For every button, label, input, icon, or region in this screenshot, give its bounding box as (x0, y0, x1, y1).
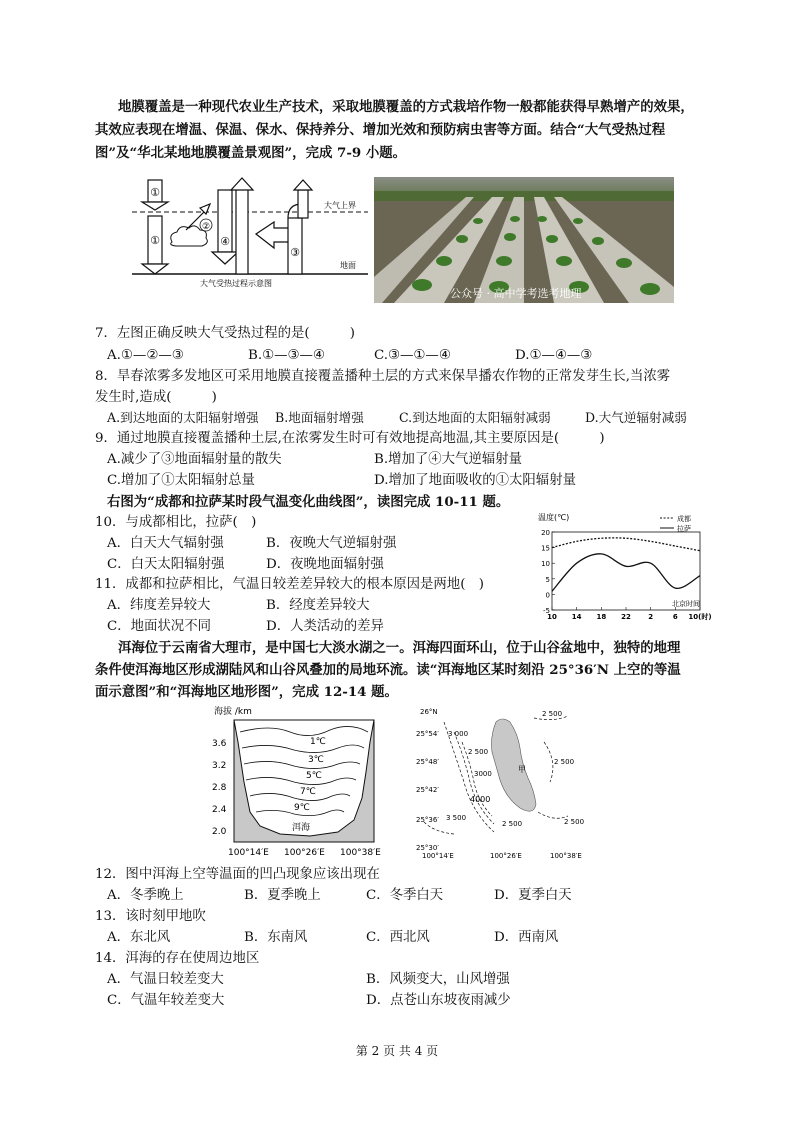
lon-label-0: 100°14′E (422, 852, 454, 860)
chart-legend-label: 拉萨 (677, 525, 691, 533)
q7-option-b[interactable]: B.①—③—④ (248, 348, 325, 363)
contour-label-8: 2 500 (502, 820, 523, 828)
q9-stem: 9．通过地膜直接覆盖播种土层,在浓雾发生时可有效地提高地温,其主要原因是( ) (95, 431, 605, 446)
cross-ytick-1: 3.2 (212, 761, 227, 771)
lon-label-1: 100°26′E (490, 852, 522, 860)
q12-option-b[interactable]: B．夏季晚上 (244, 888, 321, 903)
q12-stem: 12．图中洱海上空等温面的凹凸现象应该出现在 (95, 867, 380, 882)
cross-ytick-2: 2.8 (212, 783, 227, 793)
chart-xtick-label: 6 (672, 613, 678, 621)
q8-option-a[interactable]: A.到达地面的太阳辐射增强 (107, 410, 259, 425)
erhai-lake (492, 719, 537, 811)
label-atmosphere-top: 大气上界 (324, 201, 356, 210)
q9-option-d[interactable]: D.增加了地面吸收的①太阳辐射量 (374, 473, 576, 488)
q13-option-d[interactable]: D．西南风 (494, 930, 559, 945)
iso-label-9: 9℃ (294, 803, 310, 813)
chart-ytick-label: 5 (545, 575, 550, 584)
q12-option-c[interactable]: C．冬季白天 (366, 888, 444, 903)
q12-option-d[interactable]: D．夏季白天 (494, 888, 572, 903)
page-footer: 第 2 页 共 4 页 (355, 1044, 439, 1058)
q7-option-c[interactable]: C.③—①—④ (374, 348, 451, 363)
q14-option-d[interactable]: D．点苍山东坡夜雨减少 (366, 993, 511, 1008)
atmosphere-heating-diagram (128, 170, 372, 290)
chart-legend-label: 成都 (677, 515, 691, 523)
chart-xtick-label: 18 (596, 613, 607, 621)
intro3-line-3: 面示意图”和“洱海地区地形图”，完成 12-14 题。 (95, 684, 398, 700)
contour-label-1: 3 000 (448, 730, 469, 738)
cross-xtick-0: 100°14′E (228, 848, 269, 858)
q7-option-a[interactable]: A.①—②—③ (107, 348, 184, 363)
q10-option-a[interactable]: A．白天大气辐射强 (107, 536, 224, 551)
cross-xtick-1: 100°26′E (284, 848, 325, 858)
q8-stem-1: 8．旱春浓雾多发地区可采用地膜直接覆盖播种土层的方式来保旱播农作物的正常发芽生长,当浓雾 (95, 369, 671, 384)
cross-xtick-2: 100°38′E (340, 848, 381, 858)
chart-xtick-label: 14 (571, 613, 582, 621)
ground-radiation-arrow (294, 180, 312, 190)
q14-stem: 14．洱海的存在使周边地区 (95, 951, 260, 966)
mulch-field-photo (374, 177, 674, 303)
isotherm-cross-section (210, 702, 398, 862)
q14-option-c[interactable]: C．气温年较差变大 (107, 993, 225, 1008)
contour-label-7: 3000 (474, 770, 492, 778)
q8-stem-2: 发生时,造成( ) (95, 390, 217, 405)
lat-label-0: 26°N (420, 708, 438, 716)
lat-label-5: 25°30′ (416, 844, 439, 852)
chart-ytick-label: 15 (541, 544, 550, 553)
q7-option-d[interactable]: D.①—④—③ (515, 348, 593, 363)
chart-ytick-label: -5 (543, 607, 550, 615)
q8-option-c[interactable]: C.到达地面的太阳辐射减弱 (399, 410, 551, 425)
label-ground: 地面 (340, 261, 356, 270)
chart-series-line-1 (552, 554, 700, 591)
q13-option-b[interactable]: B．东南风 (244, 930, 308, 945)
lake-label: 洱海 (292, 823, 311, 833)
iso-label-3: 3℃ (308, 755, 324, 765)
contour-label-2: 2 500 (468, 748, 489, 756)
cross-ytick-3: 2.4 (212, 805, 227, 815)
q9-option-a[interactable]: A.减少了③地面辐射量的散失 (107, 452, 282, 467)
cross-ylabel: 海拔 /km (214, 707, 252, 717)
chart-ytick-label: 20 (541, 529, 550, 537)
label-num-1a: ① (150, 186, 160, 199)
chart-xtick-label: 2 (648, 613, 654, 621)
label-num-2: ② (201, 222, 211, 232)
contour-label-5: 2 500 (564, 818, 585, 826)
contour-label-3: 2 500 (554, 758, 575, 766)
iso-label-7: 7℃ (300, 787, 316, 797)
lat-label-3: 25°42′ (416, 786, 439, 794)
q14-option-b[interactable]: B．风频变大，山风增强 (366, 972, 510, 987)
q9-option-b[interactable]: B.增加了④大气逆辐射量 (374, 452, 523, 467)
q8-option-d[interactable]: D.大气逆辐射减弱 (585, 410, 687, 425)
contour-label-0: 2 500 (542, 710, 563, 718)
q12-option-a[interactable]: A．冬季晚上 (107, 888, 184, 903)
iso-label-5: 5℃ (306, 771, 322, 781)
q11-option-a[interactable]: A．纬度差异较大 (107, 598, 211, 613)
intro-line-1: 地膜覆盖是一种现代农业生产技术，采取地膜覆盖的方式栽培作物一般都能获得早熟增产的效果， (118, 99, 694, 115)
intro3-line-1: 洱海位于云南省大理市，是中国七大淡水湖之一。洱海四面环山，位于山谷盆地中，独特的地理 (118, 640, 681, 656)
chart-ytick-label: 0 (545, 591, 550, 600)
chart-xtick-label: 10(时) (688, 613, 712, 621)
contour-label-4: 3 500 (446, 814, 467, 822)
chart-xlabel: 北京时间 (672, 600, 700, 608)
label-num-3: ③ (290, 246, 300, 259)
q7-stem: 7．左图正确反映大气受热过程的是( ) (95, 326, 355, 341)
intro3-line-2: 条件使洱海地区形成湖陆风和山谷风叠加的局地环流。读“洱海地区某时刻沿 25°36′N 上空的等温 (95, 662, 681, 678)
temperature-chart (536, 510, 712, 628)
q10-stem: 10．与成都相比，拉萨( ) (95, 515, 257, 530)
q10-option-d[interactable]: D．夜晚地面辐射强 (266, 557, 384, 572)
lat-label-2: 25°48′ (416, 758, 439, 766)
q11-option-d[interactable]: D．人类活动的差异 (266, 619, 384, 634)
chart-ytick-label: 10 (541, 560, 550, 569)
solar-radiation-arrow (142, 264, 168, 274)
q11-option-c[interactable]: C．地面状况不同 (107, 619, 211, 634)
intro2: 右图为“成都和拉萨某时段气温变化曲线图”，读图完成 10-11 题。 (107, 494, 510, 510)
chart-xtick-label: 10 (547, 613, 557, 621)
label-num-1b: ① (150, 234, 160, 247)
q13-option-a[interactable]: A．东北风 (107, 930, 171, 945)
lat-label-4: 25°36′ (416, 816, 439, 824)
chart-xtick-label: 22 (621, 613, 631, 621)
cross-ytick-4: 2.0 (212, 827, 227, 837)
counter-radiation-arrow (212, 252, 238, 264)
lat-label-1: 25°54′ (416, 730, 439, 738)
q9-option-c[interactable]: C.增加了①太阳辐射总量 (107, 473, 255, 488)
photo-watermark: 公众号 · 高中学考选考地理 (450, 287, 582, 300)
chart-ylabel: 温度(℃) (538, 513, 570, 522)
intro-line-2: 其效应表现在增温、保温、保水、保持养分、增加光效和预防病虫害等方面。结合“大气受热过程 (95, 122, 666, 138)
intro-line-3: 图”及“华北某地地膜覆盖景观图”，完成 7-9 小题。 (95, 145, 407, 161)
erhai-terrain-map (404, 702, 596, 862)
q10-option-b[interactable]: B．夜晚大气逆辐射强 (266, 536, 397, 551)
q14-option-a[interactable]: A．气温日较差变大 (107, 972, 224, 987)
q13-option-c[interactable]: C．西北风 (366, 930, 430, 945)
contour-label-6: 4000 (470, 795, 491, 804)
q13-stem: 13．该时刻甲地吹 (95, 909, 206, 924)
place-jia: 甲 (518, 765, 526, 774)
label-num-4: ④ (220, 235, 230, 248)
chart-frame (552, 532, 700, 610)
diagram1-caption: 大气受热过程示意图 (200, 279, 272, 288)
iso-label-1: 1℃ (310, 737, 326, 747)
cross-ytick-0: 3.6 (212, 739, 227, 749)
q11-stem: 11．成都和拉萨相比，气温日较差差异较大的根本原因是两地( ) (95, 577, 485, 592)
lon-label-2: 100°38′E (550, 852, 582, 860)
q11-option-b[interactable]: B．经度差异较大 (266, 598, 370, 613)
q10-option-c[interactable]: C．白天太阳辐射强 (107, 557, 225, 572)
chart-series-line-0 (552, 538, 700, 551)
q8-option-b[interactable]: B.地面辐射增强 (275, 410, 364, 425)
